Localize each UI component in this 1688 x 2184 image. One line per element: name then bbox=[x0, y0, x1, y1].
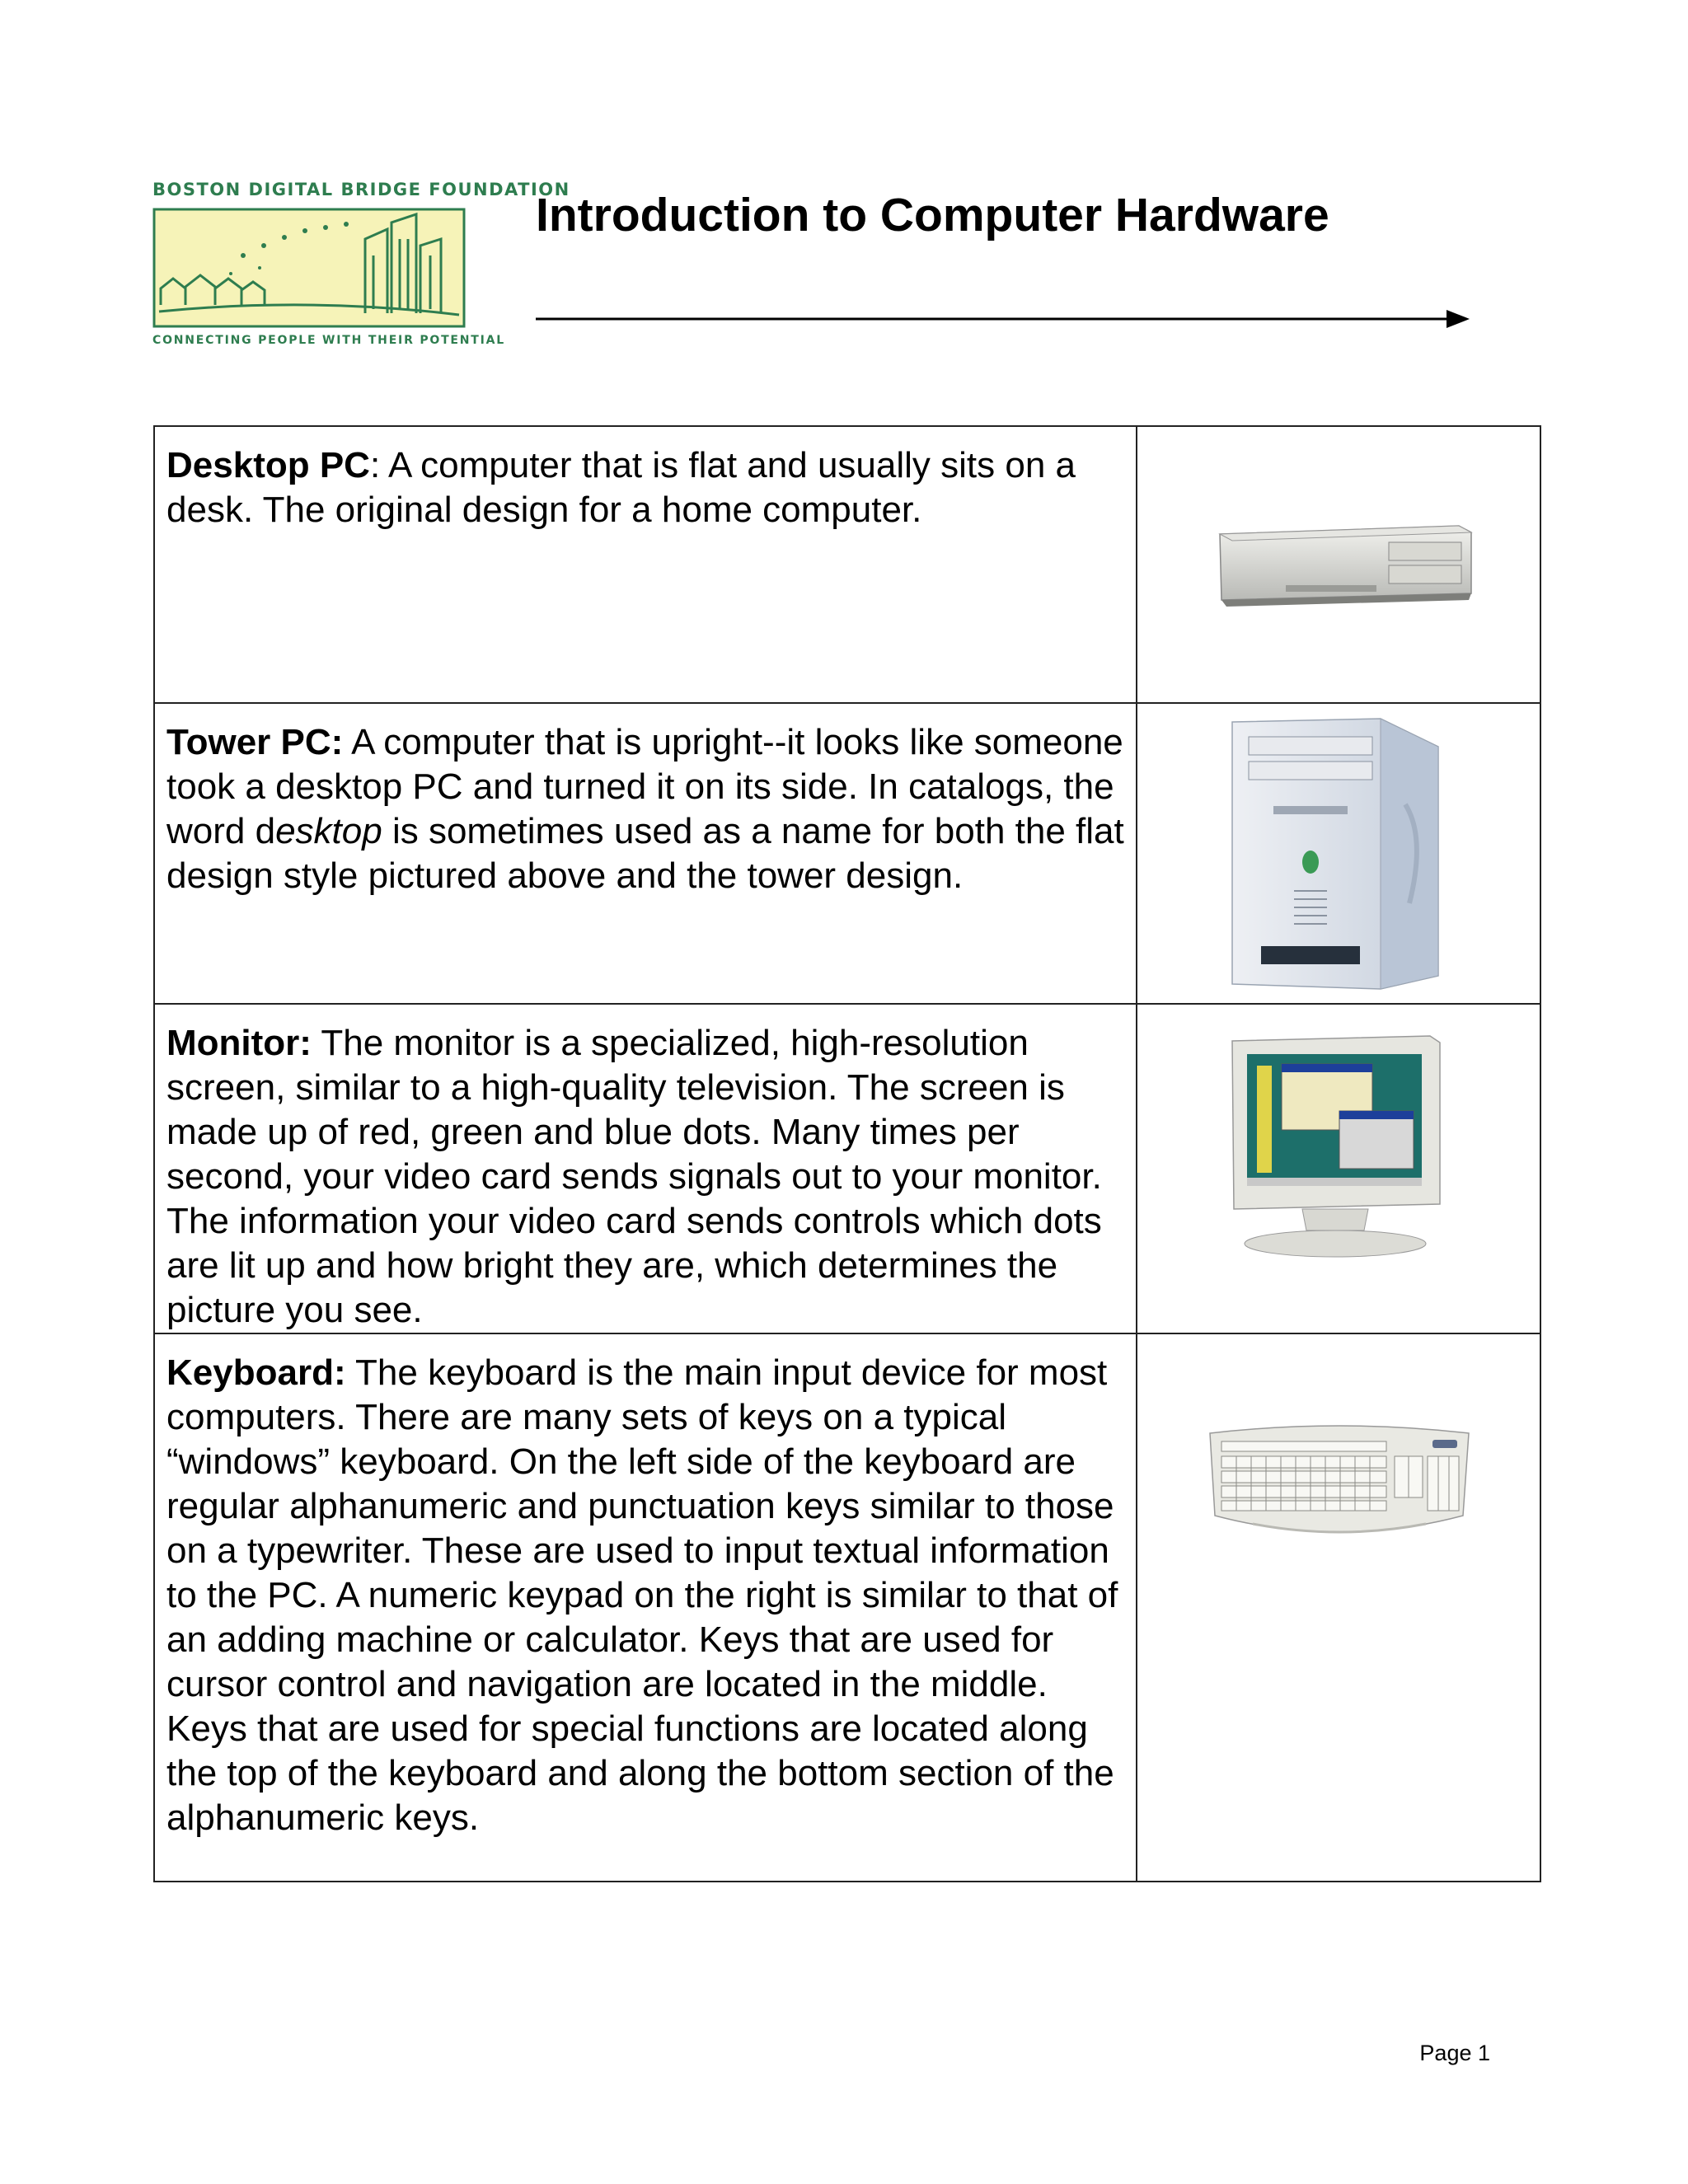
term-label: Keyboard: bbox=[166, 1352, 346, 1393]
desc-cell bbox=[154, 1333, 1137, 1882]
desc-text: Desktop PC: A computer that is flat and usually sits on a desk. The original design for a home computer. bbox=[166, 445, 1076, 530]
desc-cell bbox=[154, 1004, 1137, 1333]
logo-tagline: CONNECTING PEOPLE WITH THEIR POTENTIAL bbox=[152, 334, 506, 347]
image-cell bbox=[1137, 1004, 1540, 1333]
image-cell bbox=[1137, 426, 1540, 703]
desc-text: Keyboard: The keyboard is the main input device for most computers. There are many sets of keys on a typical “windows” keyboard. On the left side of the keyboard are regular alphanumeric and punctuation keys similar to those on a typewriter. These are used to input textual information to the PC. A numeric keypad on the right is similar to that of an adding machine or calculator. Keys that are used for cursor control and navigation are located in the middle. Keys that are used for special functions are located along the top of the keyboard and along the bottom section of the alphanumeric keys. bbox=[166, 1352, 1118, 1838]
table-row bbox=[154, 1333, 1540, 1882]
table-row bbox=[154, 703, 1540, 1004]
table-row bbox=[154, 426, 1540, 703]
desc-text: Monitor: The monitor is a specialized, high-resolution screen, similar to a high-quality television. The screen is made up of red, green and blue dots. Many times per second, your video card sends signals out to your monitor. The information your video card sends controls which dots are lit up and how bright they are, which determines the picture you see. bbox=[166, 1023, 1102, 1330]
desktop-pc-icon bbox=[1212, 518, 1475, 608]
term-label: Desktop PC bbox=[166, 445, 370, 485]
arrow-rule bbox=[536, 307, 1471, 331]
term-label: Tower PC: bbox=[166, 722, 344, 762]
tower-pc-icon bbox=[1216, 714, 1455, 994]
page-title: Introduction to Computer Hardware bbox=[536, 189, 1329, 241]
monitor-icon bbox=[1224, 1033, 1447, 1268]
keyboard-icon bbox=[1203, 1417, 1475, 1557]
logo-org-name: BOSTON DIGITAL BRIDGE FOUNDATION bbox=[152, 180, 570, 199]
term-label: Monitor: bbox=[166, 1023, 312, 1063]
desc-text: Tower PC: A computer that is upright--it looks like someone took a desktop PC and turned it on its side. In catalogs, the word desktop is sometimes used as a name for both the flat design style pictured above and the tower design. bbox=[166, 722, 1124, 896]
table-row bbox=[154, 1004, 1540, 1333]
desc-cell bbox=[154, 426, 1137, 703]
logo bbox=[152, 175, 570, 352]
image-cell bbox=[1137, 703, 1540, 1004]
desc-cell bbox=[154, 703, 1137, 1004]
hardware-table bbox=[153, 425, 1541, 1882]
image-cell bbox=[1137, 1333, 1540, 1882]
city-skyline-icon bbox=[152, 206, 466, 330]
page-number: Page 1 bbox=[1419, 2041, 1490, 2065]
